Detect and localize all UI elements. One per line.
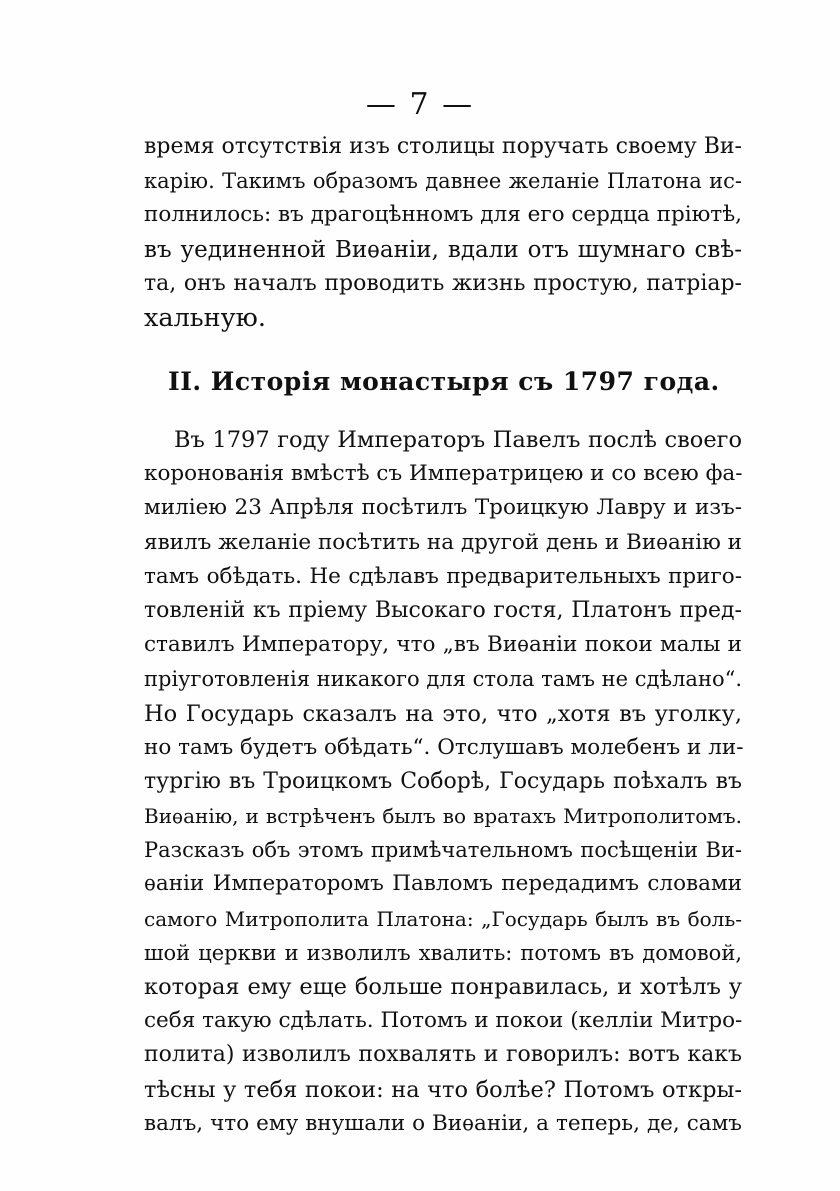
text-line: самого Митрополита Платона: „Государь былъ въ боль- bbox=[144, 906, 742, 931]
text-line: та, онъ началъ проводить жизнь простую, патріар- bbox=[144, 270, 742, 296]
text-line: которая ему еще больше понравилась, и хотѣлъ у bbox=[144, 974, 742, 1000]
text-line: шой церкви и изволилъ хвалить: потомъ въ домовой, bbox=[144, 940, 742, 965]
paragraph-2 bbox=[144, 423, 742, 1141]
text-line: товленій къ пріему Высокаго гостя, Платонъ пред- bbox=[144, 597, 742, 623]
page-number: — 7 — bbox=[365, 87, 475, 122]
text-line: Но Государь сказалъ на это, что „хотя въ уголку, bbox=[144, 700, 742, 727]
text-line: тѣсны у тебя покои: на что болѣе? Потомъ откры- bbox=[144, 1076, 742, 1103]
text-line: миліею 23 Апрѣля посѣтилъ Троицкую Лавру и изъ- bbox=[144, 495, 742, 521]
text-line: полнилось: въ драгоцѣнномъ для его сердца пріютѣ, bbox=[144, 202, 742, 228]
text-line: но тамъ будетъ обѣдать“. Отслушавъ молебенъ и ли- bbox=[144, 734, 744, 760]
text-line: карію. Такимъ образомъ давнее желаніе Платона ис- bbox=[144, 169, 742, 194]
section-heading: II. Исторія монастыря съ 1797 года. bbox=[168, 367, 720, 396]
text-line: тамъ обѣдать. Не сдѣлавъ предварительныхъ приго- bbox=[144, 563, 742, 589]
text-line: въ уединенной Виѳаніи, вдали отъ шумнаго свѣ- bbox=[144, 236, 742, 263]
text-line: явилъ желаніе посѣтить на другой день и Виѳанію и bbox=[144, 529, 742, 555]
text-line: Разсказъ объ этомъ примѣчательномъ посѣщеніи Ви- bbox=[144, 838, 742, 863]
text-line: хальную. bbox=[144, 302, 266, 333]
text-line: коронованія вмѣстѣ съ Императрицею и со всею фа- bbox=[144, 461, 743, 487]
text-line: ѳаніи Императоромъ Павломъ передадимъ словами bbox=[144, 871, 742, 897]
text-line: тургію въ Троицкомъ Соборѣ, Государь поѣхалъ въ bbox=[144, 768, 742, 794]
paragraph-1 bbox=[144, 130, 742, 335]
text-line: валъ, что ему внушали о Виѳаніи, а теперь, де, самъ bbox=[144, 1110, 742, 1136]
text-line: время отсутствія изъ столицы поручать своему Ви- bbox=[144, 134, 742, 159]
text-line: Виѳанію, и встрѣченъ былъ во вратахъ Митрополитомъ. bbox=[144, 804, 742, 829]
text-line: полита) изволилъ похвалять и говорилъ: вотъ какъ bbox=[144, 1042, 742, 1068]
text-line: ставилъ Императору, что „въ Виѳаніи покои малы и bbox=[144, 632, 742, 658]
text-line: себя такую сдѣлать. Потомъ и покои (келліи Митро- bbox=[144, 1008, 743, 1034]
text-line: пріуготовленія никакого для стола тамъ не сдѣлано“. bbox=[144, 667, 742, 692]
text-line: Въ 1797 году Императоръ Павелъ послѣ своего bbox=[174, 427, 742, 453]
